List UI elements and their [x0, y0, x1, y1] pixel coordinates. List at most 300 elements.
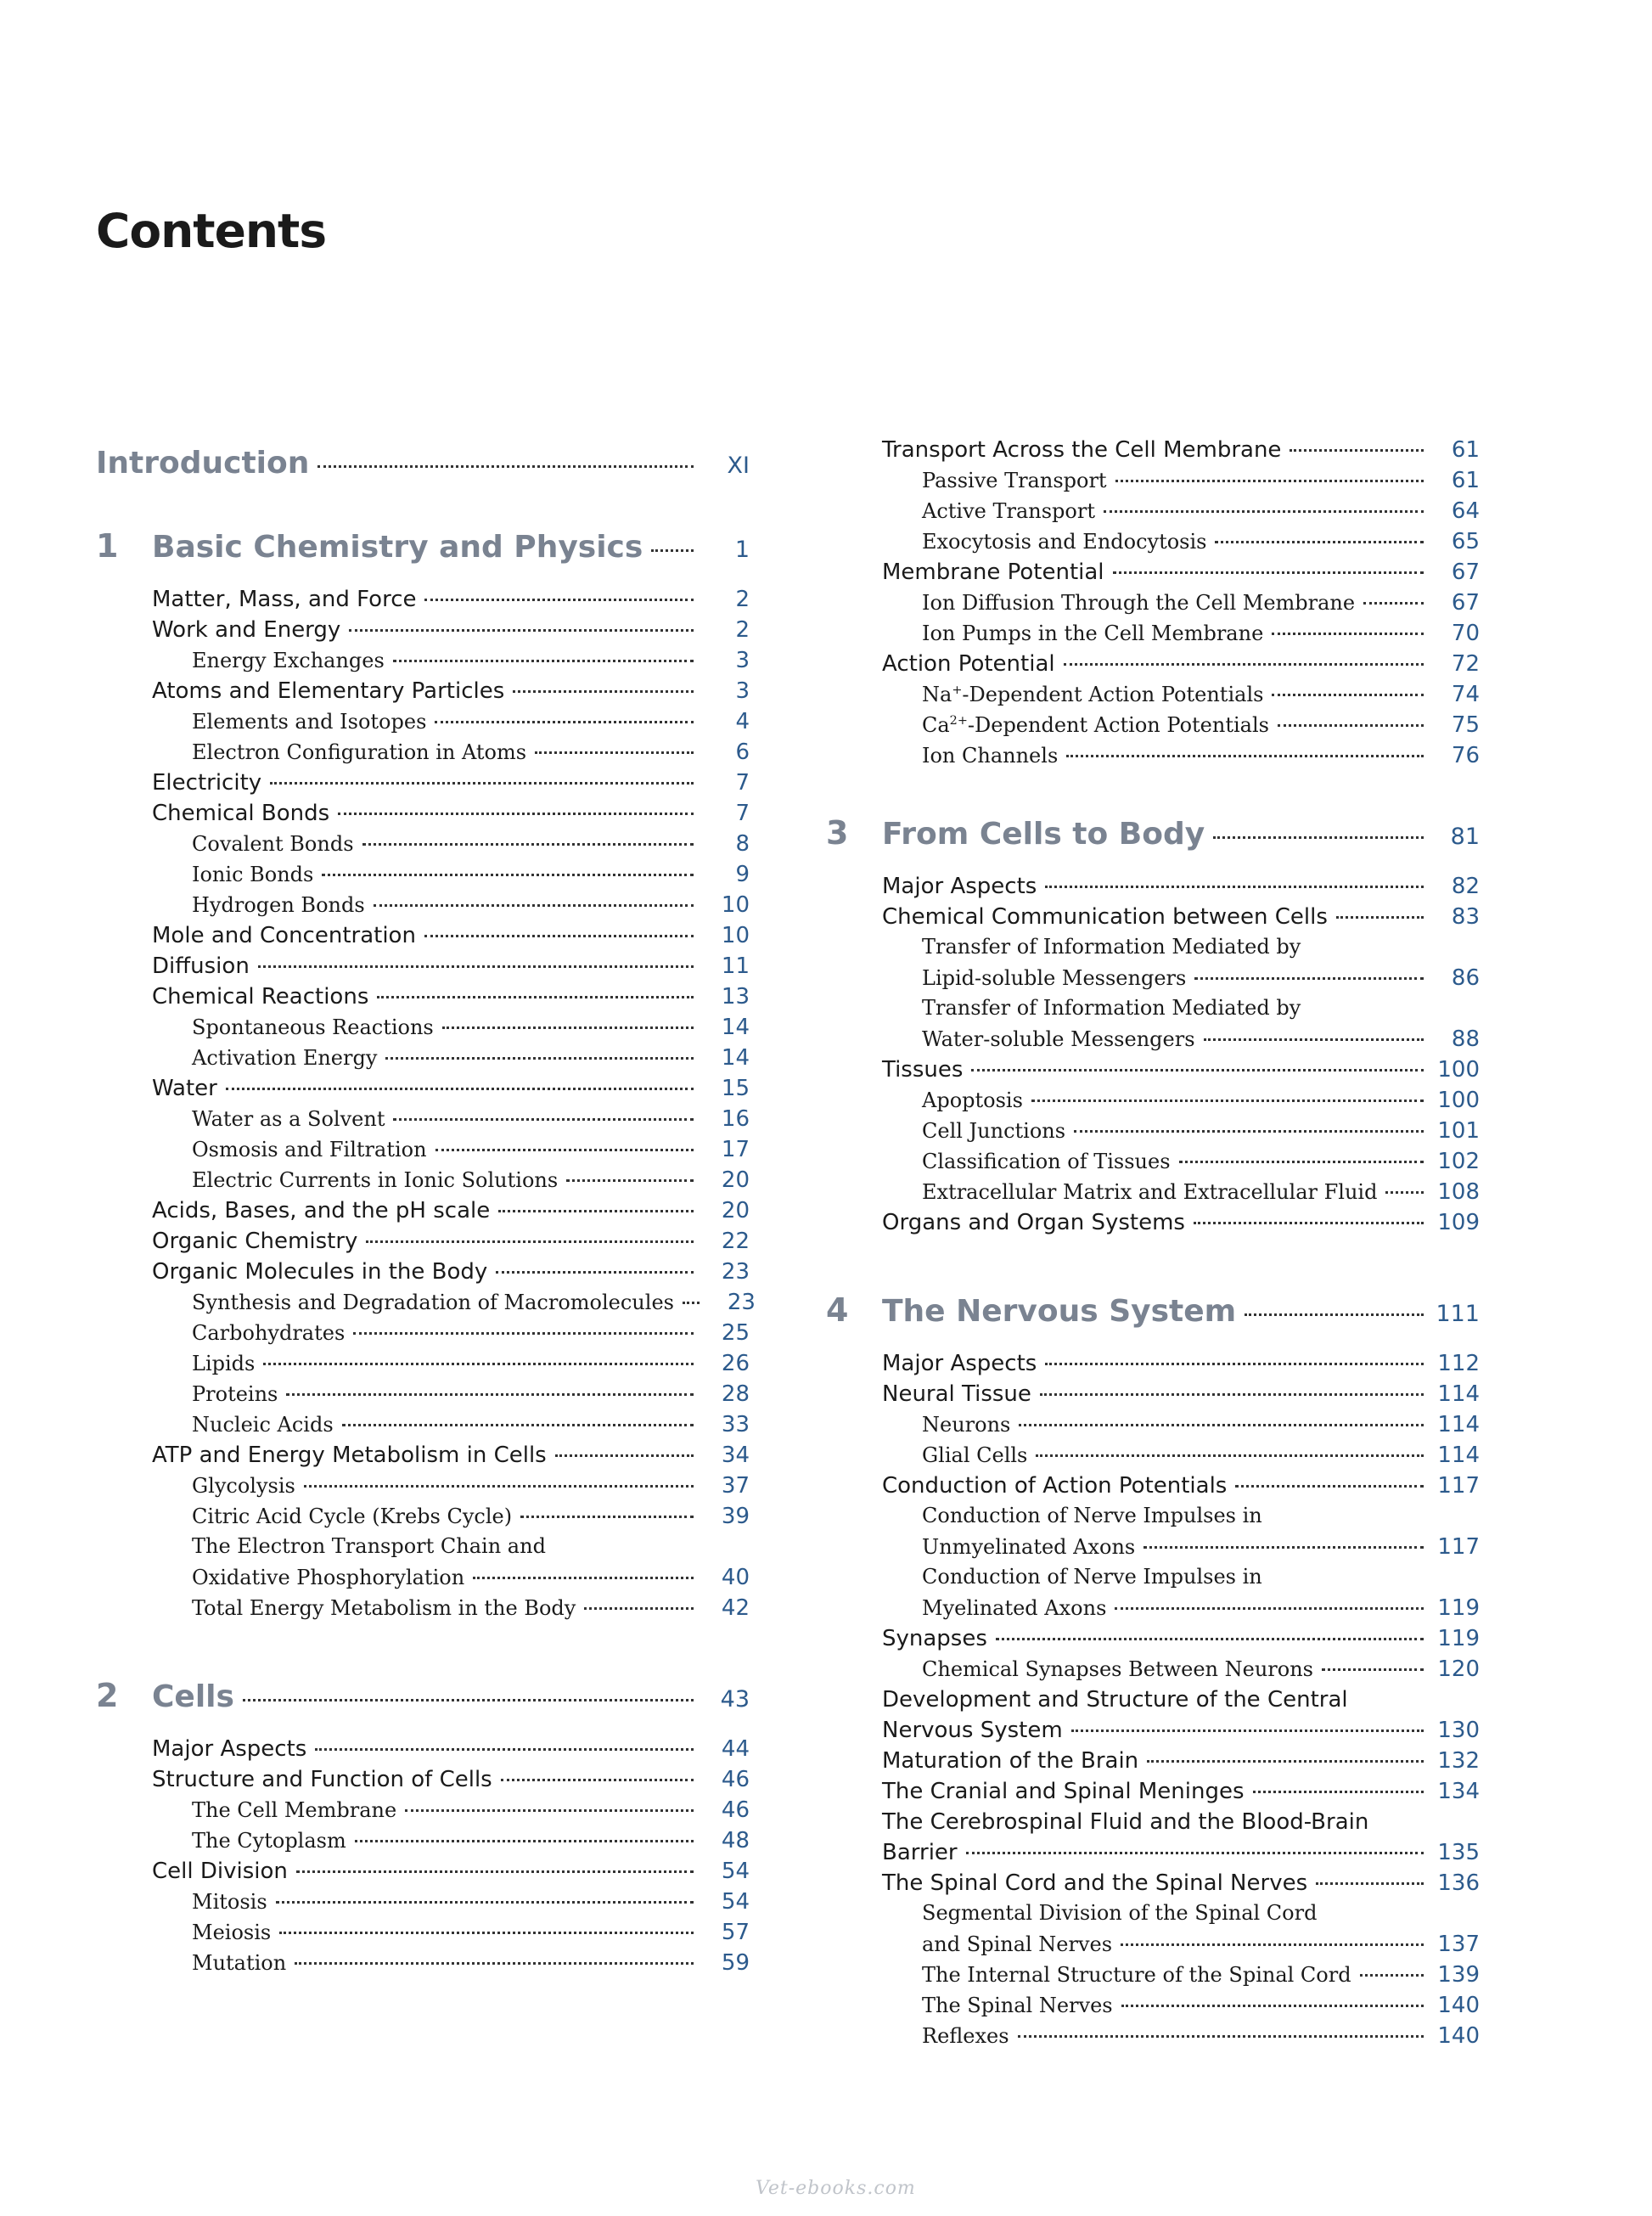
toc-entry-label: ATP and Energy Metabolism in Cells: [152, 1443, 547, 1468]
toc-entry-label: Conduction of Nerve Impulses in: [922, 1504, 1262, 1527]
toc-entry-page: 112: [1437, 1351, 1480, 1376]
toc-entry-page: 20: [721, 1198, 750, 1223]
toc-entry-label: [922, 713, 1269, 737]
toc-entry-label: Chemical Communication between Cells: [882, 904, 1328, 930]
page-title: Contents: [96, 204, 327, 258]
chapter-entries: [96, 1736, 750, 1981]
toc-entry-page: 109: [1437, 1210, 1480, 1235]
dot-leader: [315, 1748, 694, 1751]
toc-entry-page: 6: [735, 740, 750, 765]
toc-entry-page: 40: [721, 1565, 750, 1590]
toc-entry[interactable]: [96, 1473, 750, 1504]
toc-entry[interactable]: [826, 468, 1480, 498]
toc-entry[interactable]: [826, 904, 1480, 935]
toc-entry-label: Electric Currents in Ionic Solutions: [192, 1168, 559, 1192]
dot-leader: [393, 660, 694, 662]
toc-entry[interactable]: [826, 1210, 1480, 1240]
toc-entry-page: 14: [721, 1015, 750, 1040]
toc-entry[interactable]: [826, 1149, 1480, 1179]
toc-entry-label: Transport Across the Cell Membrane: [882, 437, 1282, 463]
toc-entry-label-cont: Barrier: [882, 1840, 958, 1865]
chapter-page: 1: [734, 537, 750, 563]
toc-entry-page: 140: [1437, 2023, 1480, 2049]
dot-leader: [1215, 541, 1424, 543]
toc-entry[interactable]: [96, 1290, 756, 1320]
toc-entry[interactable]: [96, 1828, 750, 1859]
label-superscript: +: [952, 683, 963, 697]
toc-entry-line[interactable]: [826, 996, 1480, 1026]
chapter-entries: [826, 1351, 1480, 2054]
dot-leader: [1104, 510, 1424, 513]
dot-leader: [1322, 1668, 1424, 1671]
toc-entry-label: Spontaneous Reactions: [192, 1015, 434, 1039]
toc-entry-label: Osmosis and Filtration: [192, 1138, 427, 1161]
toc-entry-label: Total Energy Metabolism in the Body: [192, 1596, 576, 1620]
toc-entry[interactable]: [96, 1920, 750, 1950]
toc-entry-label: Active Transport: [922, 499, 1095, 523]
toc-entry-label: Apoptosis: [922, 1088, 1023, 1112]
dot-leader: [286, 1393, 694, 1396]
toc-entry-page: 67: [1451, 560, 1480, 585]
dot-leader: [1253, 1791, 1424, 1793]
toc-entry-page: 100: [1437, 1057, 1480, 1083]
toc-entry-label: Citric Acid Cycle (Krebs Cycle): [192, 1505, 513, 1528]
toc-entry[interactable]: [826, 1534, 1480, 1565]
dot-leader: [1036, 1454, 1424, 1457]
dot-leader: [296, 1870, 694, 1873]
toc-entry-page: 61: [1451, 437, 1480, 463]
toc-entry-page: 16: [721, 1106, 750, 1132]
toc-entry[interactable]: [96, 617, 750, 648]
watermark-text: Vet-ebooks.com: [756, 2178, 916, 2199]
chapter-number: 3: [826, 814, 849, 852]
toc-entry[interactable]: [826, 1381, 1480, 1412]
toc-entry-page: 100: [1437, 1088, 1480, 1113]
toc-entry-page: 137: [1437, 1932, 1480, 1957]
label-base: Ca: [922, 713, 950, 737]
toc-entry-label: Action Potential: [882, 651, 1055, 677]
toc-entry-page: 17: [721, 1137, 750, 1162]
toc-entry[interactable]: [96, 1859, 750, 1889]
toc-entry[interactable]: [96, 648, 750, 678]
toc-entry[interactable]: [96, 1015, 750, 1045]
toc-entry-page: 67: [1451, 590, 1480, 616]
toc-entry[interactable]: [96, 801, 750, 831]
dot-leader: [304, 1485, 694, 1488]
toc-entry[interactable]: [826, 965, 1480, 996]
dot-leader: [1194, 977, 1424, 980]
toc-entry[interactable]: [96, 1412, 750, 1443]
toc-entry-label: Water: [152, 1076, 217, 1101]
toc-entry[interactable]: [826, 560, 1480, 590]
toc-entry-label: Elements and Isotopes: [192, 710, 427, 734]
dot-leader: [342, 1424, 694, 1426]
toc-entry[interactable]: [96, 1137, 750, 1167]
toc-entry[interactable]: [96, 1381, 750, 1412]
toc-entry[interactable]: [96, 831, 750, 862]
toc-entry-page: 117: [1437, 1534, 1480, 1560]
toc-entry-label: Glial Cells: [922, 1443, 1028, 1467]
toc-entry-page: 136: [1437, 1870, 1480, 1896]
toc-entry-page: 82: [1451, 874, 1480, 899]
toc-entry-label: Ion Pumps in the Cell Membrane: [922, 621, 1264, 645]
dot-leader: [971, 1069, 1424, 1071]
dot-leader: [442, 1026, 694, 1029]
chapter-section: [826, 814, 1480, 1240]
dot-leader: [501, 1779, 694, 1781]
dot-leader: [226, 1088, 694, 1090]
toc-entry[interactable]: [96, 740, 750, 770]
toc-entry-label: Membrane Potential: [882, 560, 1104, 585]
toc-entry[interactable]: [826, 1595, 1480, 1626]
dot-leader: [1235, 1485, 1424, 1488]
right-lead-entries: [826, 437, 1480, 773]
toc-entry[interactable]: [96, 892, 750, 923]
toc-entry-label: The Cranial and Spinal Meninges: [882, 1779, 1245, 1804]
toc-entry-label: Acids, Bases, and the pH scale: [152, 1198, 491, 1223]
dot-leader: [566, 1179, 694, 1182]
toc-entry[interactable]: [826, 1656, 1480, 1687]
toc-entry-label: Water as a Solvent: [192, 1107, 385, 1131]
toc-entry-label: Chemical Synapses Between Neurons: [922, 1657, 1313, 1681]
toc-entry[interactable]: [96, 1950, 750, 1981]
toc-entry[interactable]: [96, 709, 750, 740]
chapter-number: 2: [96, 1677, 119, 1714]
dot-leader: [338, 813, 694, 815]
toc-intro[interactable]: [96, 446, 750, 497]
toc-entry-page: 13: [721, 984, 750, 1010]
toc-entry[interactable]: [96, 678, 750, 709]
toc-entry[interactable]: [96, 1767, 750, 1797]
dot-leader: [1213, 836, 1424, 839]
toc-entry-label: Exocytosis and Endocytosis: [922, 530, 1207, 554]
toc-entry-page: 48: [721, 1828, 750, 1853]
toc-entry[interactable]: [96, 984, 750, 1015]
dot-leader: [317, 465, 694, 468]
toc-entry-label: The Cell Membrane: [192, 1798, 397, 1822]
toc-entry[interactable]: [96, 923, 750, 953]
toc-entry-page: 108: [1437, 1179, 1480, 1205]
toc-entry-label: Neural Tissue: [882, 1381, 1031, 1407]
toc-entry-label: Energy Exchanges: [192, 649, 385, 672]
dot-leader: [279, 1932, 694, 1934]
label-superscript: 2+: [949, 714, 968, 728]
toc-entry-label: Extracellular Matrix and Extracellular Fluid: [922, 1180, 1378, 1204]
toc-entry-label: Classification of Tissues: [922, 1150, 1171, 1173]
toc-entry[interactable]: [96, 1736, 750, 1767]
dot-leader: [1316, 1882, 1424, 1885]
toc-entry[interactable]: [826, 1179, 1480, 1210]
toc-entry[interactable]: [826, 621, 1480, 651]
dot-leader: [513, 690, 694, 693]
toc-entry-page: 114: [1437, 1443, 1480, 1468]
toc-entry[interactable]: [96, 1351, 750, 1381]
dot-leader: [1147, 1760, 1424, 1763]
toc-entry-label: Meiosis: [192, 1921, 272, 1944]
toc-entry[interactable]: [826, 1779, 1480, 1809]
toc-entry-page: 7: [735, 770, 750, 796]
toc-entry-page: 8: [735, 831, 750, 857]
toc-entry[interactable]: [826, 590, 1480, 621]
dot-leader: [385, 1057, 694, 1060]
dot-leader: [520, 1516, 694, 1518]
toc-entry[interactable]: [826, 682, 1480, 712]
toc-entry-label: Tissues: [882, 1057, 964, 1083]
toc-entry[interactable]: [826, 743, 1480, 773]
toc-entry-page: 120: [1437, 1656, 1480, 1682]
dot-leader: [555, 1454, 694, 1457]
toc-entry[interactable]: [826, 874, 1480, 904]
toc-column-left: [96, 437, 756, 1981]
dot-leader: [1115, 1607, 1424, 1610]
toc-column-right: [826, 437, 1480, 2054]
toc-entry-label: Glycolysis: [192, 1474, 295, 1498]
toc-entry[interactable]: [96, 1076, 750, 1106]
toc-entry-page: 2: [735, 587, 750, 612]
toc-entry[interactable]: [96, 587, 750, 617]
toc-entry[interactable]: [96, 1443, 750, 1473]
toc-entry-page: 28: [721, 1381, 750, 1407]
toc-entry-label: Ion Diffusion Through the Cell Membrane: [922, 591, 1356, 615]
toc-entry[interactable]: [96, 1320, 750, 1351]
toc-entry[interactable]: [96, 1229, 750, 1259]
toc-entry-page: 72: [1451, 651, 1480, 677]
toc-entry[interactable]: [826, 1118, 1480, 1149]
toc-entry-line[interactable]: [826, 1565, 1480, 1595]
toc-entry-page: 10: [721, 892, 750, 918]
toc-entry-line[interactable]: [826, 1504, 1480, 1534]
toc-entry[interactable]: [826, 1748, 1480, 1779]
dot-leader: [263, 1363, 694, 1365]
toc-entry-label: The Spinal Nerves: [922, 1994, 1113, 2017]
toc-entry[interactable]: [826, 1840, 1480, 1870]
toc-entry-label: Activation Energy: [192, 1046, 378, 1070]
toc-entry-label: Mutation: [192, 1951, 287, 1975]
toc-entry[interactable]: [826, 1026, 1480, 1057]
toc-entry-page: 20: [721, 1167, 750, 1193]
dot-leader: [353, 1332, 694, 1335]
toc-entry-page: 34: [721, 1443, 750, 1468]
dot-leader: [1064, 663, 1424, 666]
toc-entry-label: Organs and Organ Systems: [882, 1210, 1185, 1235]
toc-entry-label: Work and Energy: [152, 617, 341, 643]
toc-entry-page: 39: [721, 1504, 750, 1529]
toc-entry[interactable]: [96, 1797, 750, 1828]
intro-page: XI: [727, 453, 750, 479]
toc-entry[interactable]: [96, 1106, 750, 1137]
chapter-heading[interactable]: [96, 1677, 750, 1736]
toc-entry[interactable]: [96, 1889, 750, 1920]
toc-entry-page: 114: [1437, 1381, 1480, 1407]
toc-entry[interactable]: [96, 953, 750, 984]
toc-entry-page: 64: [1451, 498, 1480, 524]
toc-entry-page: 119: [1437, 1626, 1480, 1651]
chapter-number: 1: [96, 527, 119, 565]
toc-entry-label-cont: Nervous System: [882, 1718, 1063, 1743]
dot-leader: [1074, 1130, 1424, 1133]
dot-leader: [276, 1901, 694, 1904]
dot-leader: [1272, 633, 1424, 635]
dot-leader: [405, 1809, 694, 1812]
toc-entry[interactable]: [826, 712, 1480, 743]
toc-entry-page: 139: [1437, 1962, 1480, 1988]
toc-entry-label: Major Aspects: [882, 874, 1037, 899]
chapter-heading[interactable]: [826, 1291, 1480, 1351]
label-base: Na: [922, 683, 952, 706]
toc-entry-page: 26: [721, 1351, 750, 1376]
toc-entry[interactable]: [826, 2023, 1480, 2054]
toc-entry-line[interactable]: [826, 1901, 1480, 1932]
toc-entry[interactable]: [826, 1718, 1480, 1748]
toc-entry-label-cont: Myelinated Axons: [922, 1596, 1107, 1620]
dot-leader: [258, 965, 694, 968]
toc-entry-page: 134: [1437, 1779, 1480, 1804]
chapter-title: The Nervous System: [882, 1294, 1237, 1329]
chapter-section: [826, 1291, 1480, 2054]
toc-entry[interactable]: [96, 770, 750, 801]
toc-entry-page: 83: [1451, 904, 1480, 930]
toc-entry[interactable]: [96, 1045, 750, 1076]
toc-entry[interactable]: [96, 862, 750, 892]
dot-leader: [377, 996, 694, 998]
toc-entry-label: Proteins: [192, 1382, 278, 1406]
toc-entry-label: Organic Chemistry: [152, 1229, 358, 1254]
toc-entry-page: 3: [735, 648, 750, 673]
toc-entry-line[interactable]: [826, 1809, 1480, 1840]
right-chapters: [826, 814, 1480, 2054]
toc-entry[interactable]: [96, 1167, 750, 1198]
toc-entry-line[interactable]: [826, 935, 1480, 965]
toc-entry[interactable]: [96, 1198, 750, 1229]
toc-entry[interactable]: [826, 1626, 1480, 1656]
dot-leader: [1143, 1546, 1424, 1549]
toc-entry-page: 70: [1451, 621, 1480, 646]
toc-entry[interactable]: [96, 1504, 750, 1534]
dot-leader: [1360, 1974, 1424, 1977]
chapter-page: 81: [1450, 824, 1480, 850]
toc-entry-page: 119: [1437, 1595, 1480, 1621]
toc-entry-label: Electricity: [152, 770, 262, 796]
toc-entry-label: Ionic Bonds: [192, 863, 314, 886]
label-rest: -Dependent Action Potentials: [967, 713, 1269, 737]
toc-entry-label: Mole and Concentration: [152, 923, 416, 948]
toc-entry[interactable]: [826, 1993, 1480, 2023]
toc-entry-page: 132: [1437, 1748, 1480, 1774]
toc-entry[interactable]: [826, 1057, 1480, 1088]
toc-entry-label: Major Aspects: [882, 1351, 1037, 1376]
toc-entry-label: Carbohydrates: [192, 1321, 346, 1345]
dot-leader: [496, 1271, 694, 1274]
toc-entry-page: 74: [1451, 682, 1480, 707]
toc-entry-page: 76: [1451, 743, 1480, 768]
toc-entry-label: Matter, Mass, and Force: [152, 587, 417, 612]
toc-entry-label: Structure and Function of Cells: [152, 1767, 492, 1792]
toc-entry[interactable]: [826, 1932, 1480, 1962]
toc-entry-page: 9: [735, 862, 750, 887]
dot-leader: [1019, 1424, 1424, 1426]
toc-entry[interactable]: [826, 1088, 1480, 1118]
intro-title: Introduction: [96, 446, 310, 481]
toc-entry-label: Major Aspects: [152, 1736, 307, 1762]
toc-entry-label: Cell Junctions: [922, 1119, 1066, 1143]
toc-entry-page: 23: [721, 1259, 750, 1285]
toc-entry[interactable]: [826, 529, 1480, 560]
toc-entry-page: 102: [1437, 1149, 1480, 1174]
toc-entry[interactable]: [96, 1259, 750, 1290]
dot-leader: [1204, 1038, 1424, 1041]
dot-leader: [1385, 1191, 1424, 1194]
chapter-heading[interactable]: [826, 814, 1480, 874]
toc-entry-label: Lipids: [192, 1352, 256, 1375]
toc-entry-label: The Cerebrospinal Fluid and the Blood-Brain: [882, 1809, 1369, 1835]
label-rest: -Dependent Action Potentials: [962, 683, 1264, 706]
dot-leader: [393, 1118, 694, 1121]
toc-entry[interactable]: [826, 1443, 1480, 1473]
dot-leader: [1115, 480, 1424, 482]
toc-entry-label: Neurons: [922, 1413, 1011, 1437]
dot-leader: [1194, 1222, 1424, 1224]
chapter-section: [96, 1677, 750, 1981]
toc-entry[interactable]: [826, 1412, 1480, 1443]
toc-entry[interactable]: [826, 1351, 1480, 1381]
toc-entry-page: 15: [721, 1076, 750, 1101]
toc-entry-label: The Spinal Cord and the Spinal Nerves: [882, 1870, 1308, 1896]
dot-leader: [1113, 571, 1424, 574]
chapter-heading[interactable]: [96, 527, 750, 587]
toc-entry[interactable]: [96, 1565, 750, 1595]
toc-entry[interactable]: [826, 1962, 1480, 1993]
toc-entry-page: 61: [1451, 468, 1480, 493]
toc-entry-page: 117: [1437, 1473, 1480, 1499]
toc-entry[interactable]: [826, 651, 1480, 682]
toc-entry[interactable]: [826, 437, 1480, 468]
toc-entry-page: 37: [721, 1473, 750, 1499]
toc-entry-page: 11: [721, 953, 750, 979]
chapter-entries: [826, 874, 1480, 1240]
dot-leader: [366, 1240, 694, 1243]
watermark-logo: [756, 2178, 916, 2199]
dot-leader: [1071, 1729, 1424, 1732]
dot-leader: [349, 629, 694, 632]
dot-leader: [1179, 1161, 1424, 1163]
toc-entry-label: Nucleic Acids: [192, 1413, 334, 1437]
dot-leader: [435, 1149, 694, 1151]
toc-entry-label-cont: Lipid-soluble Messengers: [922, 966, 1187, 990]
toc-entry[interactable]: [826, 1473, 1480, 1504]
toc-entry-page: 57: [721, 1920, 750, 1945]
toc-entry-line[interactable]: [96, 1534, 750, 1565]
toc-entry[interactable]: [826, 1870, 1480, 1901]
toc-entry[interactable]: [96, 1595, 750, 1626]
toc-entry-label: [922, 683, 1263, 706]
toc-entry-line[interactable]: [826, 1687, 1480, 1718]
toc-entry[interactable]: [826, 498, 1480, 529]
dot-leader: [355, 1840, 694, 1842]
dot-leader: [1045, 1363, 1424, 1365]
toc-entry-page: 22: [721, 1229, 750, 1254]
toc-entry-page: 59: [721, 1950, 750, 1976]
dot-leader: [374, 904, 694, 907]
toc-entry-page: 54: [721, 1859, 750, 1884]
dot-leader: [1040, 1393, 1424, 1396]
dot-leader: [1121, 1943, 1424, 1946]
chapter-title: From Cells to Body: [882, 817, 1205, 852]
toc-entry-label: Hydrogen Bonds: [192, 893, 365, 917]
chapter-title: Basic Chemistry and Physics: [152, 530, 643, 565]
dot-leader: [1045, 886, 1424, 888]
dot-leader: [651, 549, 694, 552]
toc-entry-page: 42: [721, 1595, 750, 1621]
